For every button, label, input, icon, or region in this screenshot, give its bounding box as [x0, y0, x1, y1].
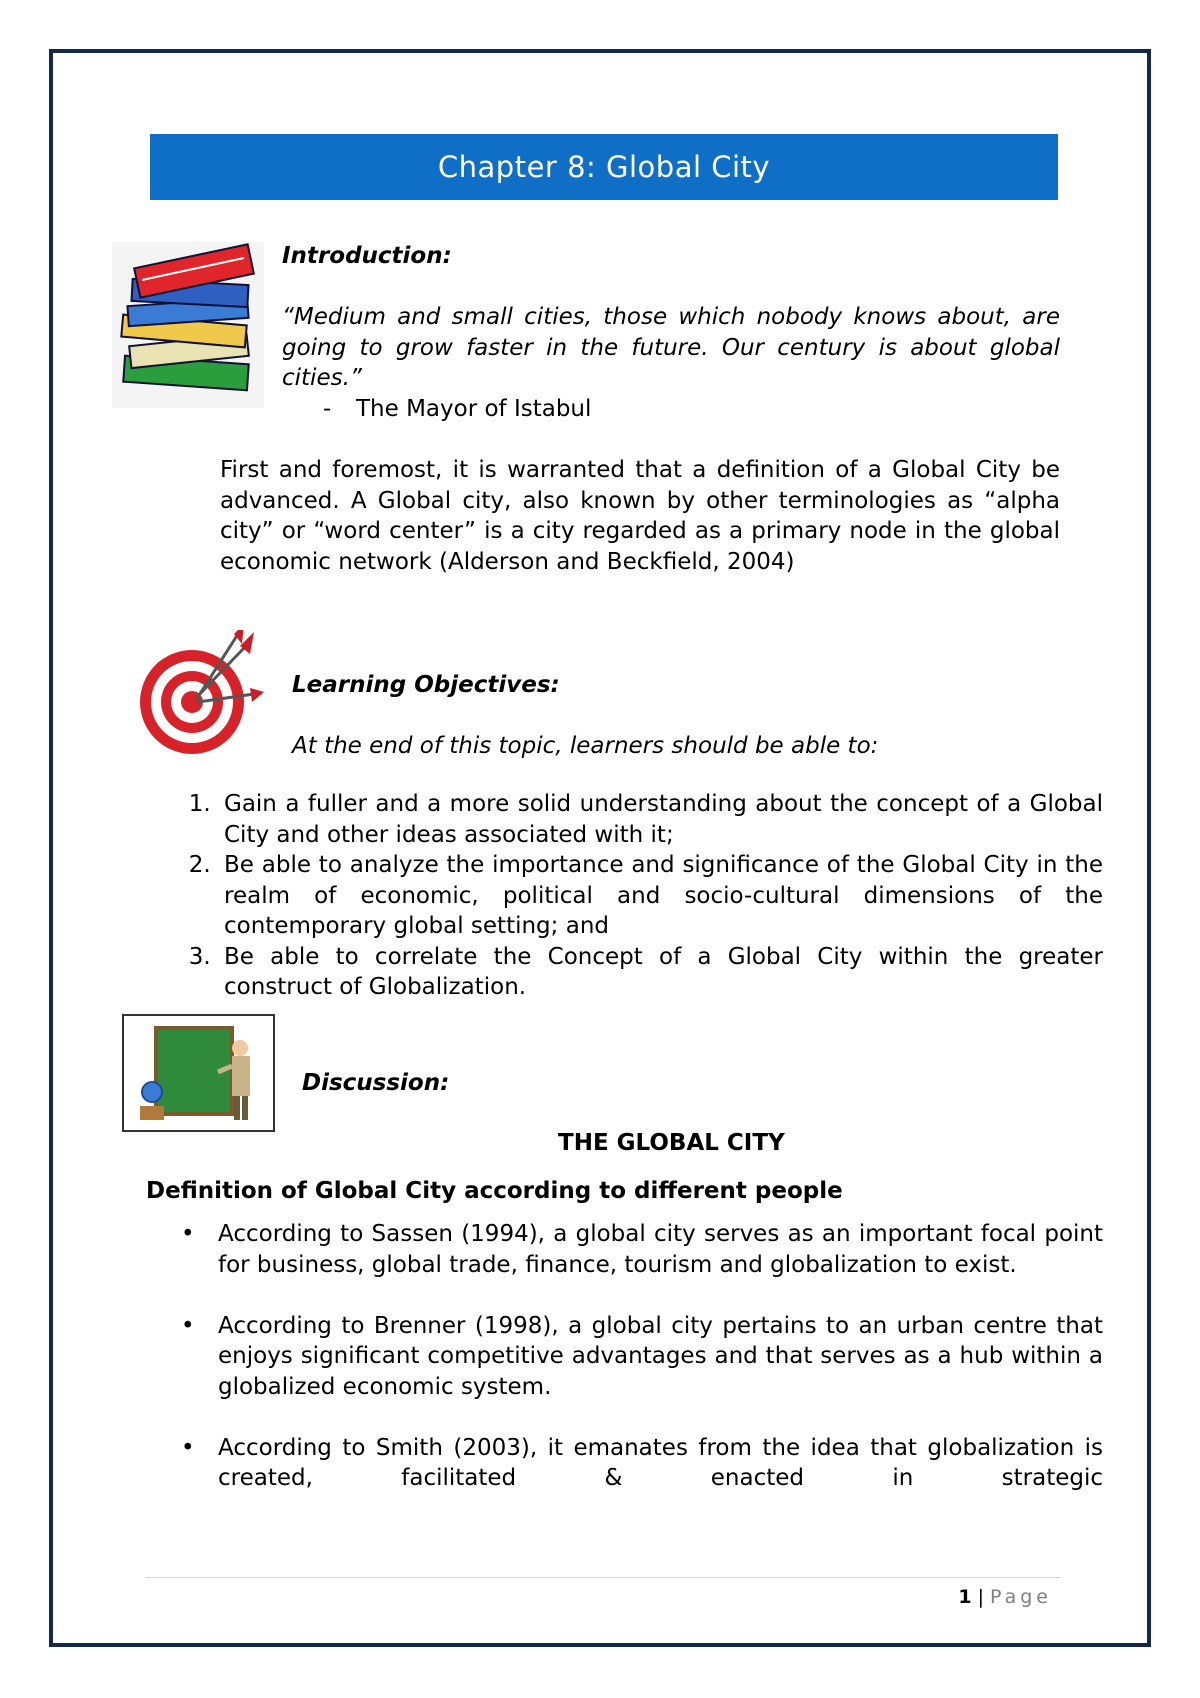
- quote-attribution: The Mayor of Istabul: [356, 396, 592, 422]
- teacher-icon: [122, 1014, 275, 1136]
- definition-item: • According to Brenner (1998), a global city pertains to an urban centre that enjoys significant competitive advantages and that serves as a hub within a globalized economic system.: [218, 1311, 1103, 1403]
- page-label: Page: [990, 1586, 1052, 1608]
- definitions-subheading: Definition of Global City according to different people: [146, 1178, 843, 1204]
- introduction-quote: “Medium and small cities, those which nobody knows about, are going to grow faster in the future. Our century is about global cities.”: [282, 304, 1060, 391]
- introduction-paragraph: First and foremost, it is warranted that a definition of a Global City be advanced. A Global city, also known by other terminologies as “alpha city” or “word center” is a city regarded as a primary node in the global economic network (Alderson and Beckfield, 2004): [220, 457, 1060, 575]
- footer-separator: |: [977, 1586, 984, 1608]
- attribution-dash: -: [323, 396, 332, 422]
- objective-item: 3. Be able to correlate the Concept of a Global City within the greater construct of Globalization.: [218, 942, 1103, 1003]
- chapter-header: [150, 134, 1058, 200]
- objective-item: 1. Gain a fuller and a more solid understanding about the concept of a Global City and other ideas associated with it;: [218, 789, 1103, 850]
- chapter-title: Chapter 8: Global City: [437, 150, 771, 184]
- books-icon: [112, 242, 264, 412]
- target-icon: [136, 630, 266, 762]
- page-footer: [958, 1586, 1052, 1608]
- objectives-list: [176, 789, 1103, 1003]
- objectives-heading: Learning Objectives:: [292, 672, 560, 698]
- definition-item: • According to Sassen (1994), a global city serves as an important focal point for business, global trade, finance, tourism and globalization to exist.: [218, 1219, 1103, 1280]
- footer-divider: [146, 1577, 1060, 1578]
- section-title: THE GLOBAL CITY: [558, 1130, 785, 1156]
- page-number: 1: [958, 1586, 972, 1608]
- definition-item: • According to Smith (2003), it emanates from the idea that globalization is created, facilitated & enacted in strategic: [218, 1433, 1103, 1494]
- discussion-heading: Discussion:: [302, 1070, 450, 1096]
- definitions-list: [176, 1219, 1103, 1524]
- objective-item: 2. Be able to analyze the importance and significance of the Global City in the realm of economic, political and socio-cultural dimensions of the contemporary global setting; and: [218, 850, 1103, 942]
- objectives-intro: At the end of this topic, learners should be able to:: [292, 733, 879, 759]
- introduction-heading: Introduction:: [282, 243, 452, 269]
